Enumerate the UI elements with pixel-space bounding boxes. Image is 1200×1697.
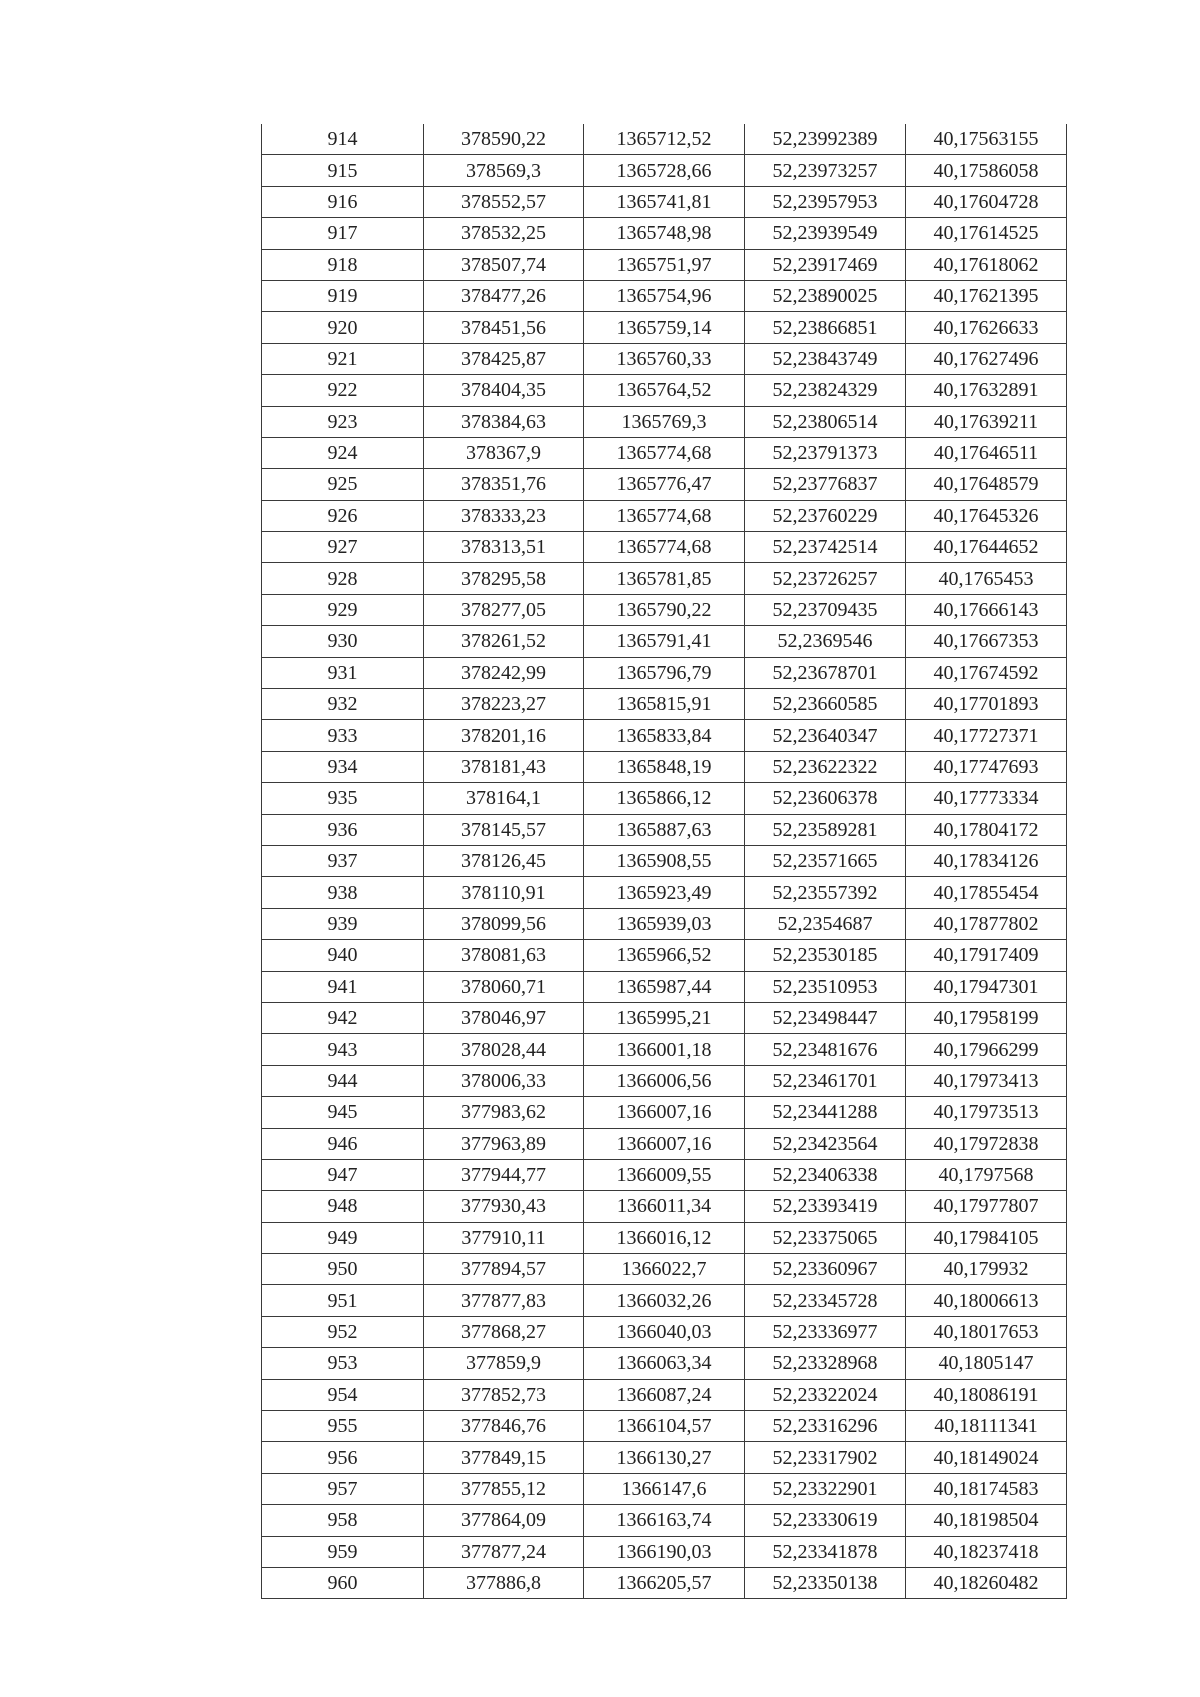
y-coordinate-cell: 1365995,21	[584, 1002, 745, 1033]
latitude-cell: 52,23461701	[745, 1065, 906, 1096]
point-number-cell: 950	[262, 1254, 424, 1285]
table-row	[262, 751, 1067, 782]
point-number-cell: 931	[262, 657, 424, 688]
y-coordinate-cell: 1365774,68	[584, 532, 745, 563]
y-coordinate-cell: 1366011,34	[584, 1191, 745, 1222]
y-coordinate-cell: 1366205,57	[584, 1567, 745, 1598]
table-row	[262, 657, 1067, 688]
table-row	[262, 940, 1067, 971]
point-number-cell: 938	[262, 877, 424, 908]
point-number-cell: 915	[262, 155, 424, 186]
table-row	[262, 1002, 1067, 1033]
latitude-cell: 52,23957953	[745, 186, 906, 217]
y-coordinate-cell: 1366147,6	[584, 1473, 745, 1504]
latitude-cell: 52,23824329	[745, 375, 906, 406]
latitude-cell: 52,23441288	[745, 1097, 906, 1128]
table-row	[262, 1191, 1067, 1222]
y-coordinate-cell: 1366163,74	[584, 1505, 745, 1536]
x-coordinate-cell: 377963,89	[424, 1128, 584, 1159]
latitude-cell: 52,23481676	[745, 1034, 906, 1065]
x-coordinate-cell: 378060,71	[424, 971, 584, 1002]
longitude-cell: 40,17618062	[906, 249, 1067, 280]
y-coordinate-cell: 1365833,84	[584, 720, 745, 751]
latitude-cell: 52,23939549	[745, 218, 906, 249]
y-coordinate-cell: 1365887,63	[584, 814, 745, 845]
latitude-cell: 52,23316296	[745, 1411, 906, 1442]
point-number-cell: 921	[262, 343, 424, 374]
x-coordinate-cell: 378552,57	[424, 186, 584, 217]
longitude-cell: 40,17727371	[906, 720, 1067, 751]
x-coordinate-cell: 377877,83	[424, 1285, 584, 1316]
table-row	[262, 720, 1067, 751]
longitude-cell: 40,17604728	[906, 186, 1067, 217]
y-coordinate-cell: 1366009,55	[584, 1159, 745, 1190]
y-coordinate-cell: 1365923,49	[584, 877, 745, 908]
latitude-cell: 52,23589281	[745, 814, 906, 845]
x-coordinate-cell: 377910,11	[424, 1222, 584, 1253]
y-coordinate-cell: 1365769,3	[584, 406, 745, 437]
longitude-cell: 40,17973513	[906, 1097, 1067, 1128]
point-number-cell: 952	[262, 1316, 424, 1347]
longitude-cell: 40,17973413	[906, 1065, 1067, 1096]
x-coordinate-cell: 378099,56	[424, 908, 584, 939]
table-row	[262, 1473, 1067, 1504]
longitude-cell: 40,17966299	[906, 1034, 1067, 1065]
table-row	[262, 312, 1067, 343]
y-coordinate-cell: 1366006,56	[584, 1065, 745, 1096]
point-number-cell: 925	[262, 469, 424, 500]
longitude-cell: 40,179932	[906, 1254, 1067, 1285]
x-coordinate-cell: 378277,05	[424, 594, 584, 625]
table-row	[262, 1536, 1067, 1567]
point-number-cell: 947	[262, 1159, 424, 1190]
latitude-cell: 52,23330619	[745, 1505, 906, 1536]
y-coordinate-cell: 1365848,19	[584, 751, 745, 782]
longitude-cell: 40,17877802	[906, 908, 1067, 939]
point-number-cell: 936	[262, 814, 424, 845]
x-coordinate-cell: 378367,9	[424, 437, 584, 468]
latitude-cell: 52,23406338	[745, 1159, 906, 1190]
table-row	[262, 280, 1067, 311]
table-row	[262, 469, 1067, 500]
y-coordinate-cell: 1366022,7	[584, 1254, 745, 1285]
table-row	[262, 186, 1067, 217]
x-coordinate-cell: 378126,45	[424, 845, 584, 876]
longitude-cell: 40,17834126	[906, 845, 1067, 876]
point-number-cell: 954	[262, 1379, 424, 1410]
point-number-cell: 932	[262, 689, 424, 720]
longitude-cell: 40,1805147	[906, 1348, 1067, 1379]
latitude-cell: 52,2369546	[745, 626, 906, 657]
table-row	[262, 124, 1067, 155]
latitude-cell: 52,23866851	[745, 312, 906, 343]
x-coordinate-cell: 378313,51	[424, 532, 584, 563]
latitude-cell: 52,23328968	[745, 1348, 906, 1379]
x-coordinate-cell: 378507,74	[424, 249, 584, 280]
longitude-cell: 40,17804172	[906, 814, 1067, 845]
point-number-cell: 940	[262, 940, 424, 971]
longitude-cell: 40,17644652	[906, 532, 1067, 563]
table-row	[262, 1159, 1067, 1190]
longitude-cell: 40,17666143	[906, 594, 1067, 625]
table-row	[262, 1379, 1067, 1410]
point-number-cell: 944	[262, 1065, 424, 1096]
x-coordinate-cell: 378451,56	[424, 312, 584, 343]
longitude-cell: 40,1797568	[906, 1159, 1067, 1190]
latitude-cell: 52,23678701	[745, 657, 906, 688]
point-number-cell: 933	[262, 720, 424, 751]
longitude-cell: 40,17947301	[906, 971, 1067, 1002]
latitude-cell: 52,23726257	[745, 563, 906, 594]
table-row	[262, 1442, 1067, 1473]
latitude-cell: 52,23510953	[745, 971, 906, 1002]
longitude-cell: 40,17586058	[906, 155, 1067, 186]
latitude-cell: 52,23375065	[745, 1222, 906, 1253]
y-coordinate-cell: 1366040,03	[584, 1316, 745, 1347]
x-coordinate-cell: 377849,15	[424, 1442, 584, 1473]
longitude-cell: 40,17626633	[906, 312, 1067, 343]
table-row	[262, 532, 1067, 563]
x-coordinate-cell: 378477,26	[424, 280, 584, 311]
latitude-cell: 52,2354687	[745, 908, 906, 939]
longitude-cell: 40,17984105	[906, 1222, 1067, 1253]
table-row	[262, 1254, 1067, 1285]
longitude-cell: 40,17645326	[906, 500, 1067, 531]
latitude-cell: 52,23843749	[745, 343, 906, 374]
latitude-cell: 52,23606378	[745, 783, 906, 814]
table-row	[262, 1222, 1067, 1253]
longitude-cell: 40,17614525	[906, 218, 1067, 249]
longitude-cell: 40,17667353	[906, 626, 1067, 657]
point-number-cell: 937	[262, 845, 424, 876]
x-coordinate-cell: 377864,09	[424, 1505, 584, 1536]
table-row	[262, 1348, 1067, 1379]
point-number-cell: 929	[262, 594, 424, 625]
table-row	[262, 971, 1067, 1002]
point-number-cell: 945	[262, 1097, 424, 1128]
table-row	[262, 1316, 1067, 1347]
y-coordinate-cell: 1365790,22	[584, 594, 745, 625]
longitude-cell: 40,18006613	[906, 1285, 1067, 1316]
y-coordinate-cell: 1365815,91	[584, 689, 745, 720]
longitude-cell: 40,17674592	[906, 657, 1067, 688]
longitude-cell: 40,17747693	[906, 751, 1067, 782]
table-row	[262, 594, 1067, 625]
latitude-cell: 52,23317902	[745, 1442, 906, 1473]
table-row	[262, 1034, 1067, 1065]
y-coordinate-cell: 1365796,79	[584, 657, 745, 688]
x-coordinate-cell: 377852,73	[424, 1379, 584, 1410]
y-coordinate-cell: 1366130,27	[584, 1442, 745, 1473]
latitude-cell: 52,23322901	[745, 1473, 906, 1504]
longitude-cell: 40,18017653	[906, 1316, 1067, 1347]
longitude-cell: 40,18149024	[906, 1442, 1067, 1473]
coordinates-table-body	[262, 124, 1067, 1599]
point-number-cell: 928	[262, 563, 424, 594]
latitude-cell: 52,23622322	[745, 751, 906, 782]
longitude-cell: 40,17632891	[906, 375, 1067, 406]
table-row	[262, 155, 1067, 186]
y-coordinate-cell: 1365987,44	[584, 971, 745, 1002]
longitude-cell: 40,17621395	[906, 280, 1067, 311]
x-coordinate-cell: 377855,12	[424, 1473, 584, 1504]
point-number-cell: 960	[262, 1567, 424, 1598]
y-coordinate-cell: 1366190,03	[584, 1536, 745, 1567]
latitude-cell: 52,23350138	[745, 1567, 906, 1598]
table-row	[262, 1097, 1067, 1128]
y-coordinate-cell: 1365791,41	[584, 626, 745, 657]
x-coordinate-cell: 378569,3	[424, 155, 584, 186]
point-number-cell: 953	[262, 1348, 424, 1379]
latitude-cell: 52,23393419	[745, 1191, 906, 1222]
point-number-cell: 922	[262, 375, 424, 406]
y-coordinate-cell: 1366016,12	[584, 1222, 745, 1253]
y-coordinate-cell: 1366104,57	[584, 1411, 745, 1442]
point-number-cell: 943	[262, 1034, 424, 1065]
latitude-cell: 52,23571665	[745, 845, 906, 876]
point-number-cell: 923	[262, 406, 424, 437]
x-coordinate-cell: 377886,8	[424, 1567, 584, 1598]
table-row	[262, 626, 1067, 657]
table-row	[262, 218, 1067, 249]
latitude-cell: 52,23345728	[745, 1285, 906, 1316]
x-coordinate-cell: 378110,91	[424, 877, 584, 908]
table-row	[262, 343, 1067, 374]
point-number-cell: 951	[262, 1285, 424, 1316]
longitude-cell: 40,17972838	[906, 1128, 1067, 1159]
longitude-cell: 40,17627496	[906, 343, 1067, 374]
latitude-cell: 52,23791373	[745, 437, 906, 468]
x-coordinate-cell: 378201,16	[424, 720, 584, 751]
latitude-cell: 52,23341878	[745, 1536, 906, 1567]
point-number-cell: 941	[262, 971, 424, 1002]
y-coordinate-cell: 1365748,98	[584, 218, 745, 249]
x-coordinate-cell: 377944,77	[424, 1159, 584, 1190]
point-number-cell: 956	[262, 1442, 424, 1473]
latitude-cell: 52,23709435	[745, 594, 906, 625]
point-number-cell: 949	[262, 1222, 424, 1253]
x-coordinate-cell: 377894,57	[424, 1254, 584, 1285]
table-row	[262, 249, 1067, 280]
table-row	[262, 1128, 1067, 1159]
table-row	[262, 689, 1067, 720]
point-number-cell: 957	[262, 1473, 424, 1504]
latitude-cell: 52,23760229	[745, 500, 906, 531]
point-number-cell: 918	[262, 249, 424, 280]
table-row	[262, 500, 1067, 531]
latitude-cell: 52,23360967	[745, 1254, 906, 1285]
longitude-cell: 40,17917409	[906, 940, 1067, 971]
x-coordinate-cell: 378295,58	[424, 563, 584, 594]
longitude-cell: 40,17773334	[906, 783, 1067, 814]
table-row	[262, 563, 1067, 594]
latitude-cell: 52,23992389	[745, 124, 906, 155]
y-coordinate-cell: 1365741,81	[584, 186, 745, 217]
longitude-cell: 40,18260482	[906, 1567, 1067, 1598]
longitude-cell: 40,18174583	[906, 1473, 1067, 1504]
longitude-cell: 40,18111341	[906, 1411, 1067, 1442]
point-number-cell: 955	[262, 1411, 424, 1442]
y-coordinate-cell: 1365776,47	[584, 469, 745, 500]
point-number-cell: 919	[262, 280, 424, 311]
table-row	[262, 1411, 1067, 1442]
x-coordinate-cell: 377859,9	[424, 1348, 584, 1379]
longitude-cell: 40,17563155	[906, 124, 1067, 155]
y-coordinate-cell: 1365728,66	[584, 155, 745, 186]
y-coordinate-cell: 1365764,52	[584, 375, 745, 406]
y-coordinate-cell: 1365759,14	[584, 312, 745, 343]
table-row	[262, 437, 1067, 468]
table-row	[262, 1285, 1067, 1316]
y-coordinate-cell: 1365966,52	[584, 940, 745, 971]
x-coordinate-cell: 378006,33	[424, 1065, 584, 1096]
latitude-cell: 52,23890025	[745, 280, 906, 311]
longitude-cell: 40,18198504	[906, 1505, 1067, 1536]
x-coordinate-cell: 378425,87	[424, 343, 584, 374]
x-coordinate-cell: 378384,63	[424, 406, 584, 437]
latitude-cell: 52,23917469	[745, 249, 906, 280]
point-number-cell: 948	[262, 1191, 424, 1222]
longitude-cell: 40,17958199	[906, 1002, 1067, 1033]
table-row	[262, 1065, 1067, 1096]
x-coordinate-cell: 378590,22	[424, 124, 584, 155]
x-coordinate-cell: 378145,57	[424, 814, 584, 845]
table-row	[262, 375, 1067, 406]
latitude-cell: 52,23322024	[745, 1379, 906, 1410]
point-number-cell: 927	[262, 532, 424, 563]
point-number-cell: 958	[262, 1505, 424, 1536]
latitude-cell: 52,23742514	[745, 532, 906, 563]
point-number-cell: 914	[262, 124, 424, 155]
y-coordinate-cell: 1365781,85	[584, 563, 745, 594]
point-number-cell: 917	[262, 218, 424, 249]
latitude-cell: 52,23498447	[745, 1002, 906, 1033]
y-coordinate-cell: 1365939,03	[584, 908, 745, 939]
longitude-cell: 40,17639211	[906, 406, 1067, 437]
point-number-cell: 939	[262, 908, 424, 939]
y-coordinate-cell: 1366007,16	[584, 1097, 745, 1128]
point-number-cell: 916	[262, 186, 424, 217]
table-row	[262, 406, 1067, 437]
y-coordinate-cell: 1365760,33	[584, 343, 745, 374]
point-number-cell: 924	[262, 437, 424, 468]
longitude-cell: 40,17855454	[906, 877, 1067, 908]
longitude-cell: 40,18086191	[906, 1379, 1067, 1410]
table-row	[262, 877, 1067, 908]
y-coordinate-cell: 1365754,96	[584, 280, 745, 311]
x-coordinate-cell: 378532,25	[424, 218, 584, 249]
x-coordinate-cell: 378223,27	[424, 689, 584, 720]
table-row	[262, 845, 1067, 876]
x-coordinate-cell: 377868,27	[424, 1316, 584, 1347]
x-coordinate-cell: 378181,43	[424, 751, 584, 782]
latitude-cell: 52,23530185	[745, 940, 906, 971]
x-coordinate-cell: 378081,63	[424, 940, 584, 971]
coordinates-table	[261, 124, 1067, 1599]
y-coordinate-cell: 1366063,34	[584, 1348, 745, 1379]
latitude-cell: 52,23557392	[745, 877, 906, 908]
longitude-cell: 40,18237418	[906, 1536, 1067, 1567]
point-number-cell: 934	[262, 751, 424, 782]
point-number-cell: 935	[262, 783, 424, 814]
point-number-cell: 942	[262, 1002, 424, 1033]
y-coordinate-cell: 1365774,68	[584, 500, 745, 531]
x-coordinate-cell: 378351,76	[424, 469, 584, 500]
x-coordinate-cell: 378028,44	[424, 1034, 584, 1065]
point-number-cell: 959	[262, 1536, 424, 1567]
latitude-cell: 52,23640347	[745, 720, 906, 751]
point-number-cell: 926	[262, 500, 424, 531]
x-coordinate-cell: 378164,1	[424, 783, 584, 814]
table-row	[262, 1505, 1067, 1536]
longitude-cell: 40,1765453	[906, 563, 1067, 594]
y-coordinate-cell: 1365908,55	[584, 845, 745, 876]
y-coordinate-cell: 1366032,26	[584, 1285, 745, 1316]
x-coordinate-cell: 378242,99	[424, 657, 584, 688]
latitude-cell: 52,23973257	[745, 155, 906, 186]
table-row	[262, 814, 1067, 845]
x-coordinate-cell: 377846,76	[424, 1411, 584, 1442]
latitude-cell: 52,23660585	[745, 689, 906, 720]
x-coordinate-cell: 377930,43	[424, 1191, 584, 1222]
y-coordinate-cell: 1366001,18	[584, 1034, 745, 1065]
longitude-cell: 40,17648579	[906, 469, 1067, 500]
y-coordinate-cell: 1365712,52	[584, 124, 745, 155]
x-coordinate-cell: 378333,23	[424, 500, 584, 531]
table-row	[262, 908, 1067, 939]
latitude-cell: 52,23336977	[745, 1316, 906, 1347]
x-coordinate-cell: 378046,97	[424, 1002, 584, 1033]
latitude-cell: 52,23776837	[745, 469, 906, 500]
longitude-cell: 40,17701893	[906, 689, 1067, 720]
y-coordinate-cell: 1365751,97	[584, 249, 745, 280]
table-row	[262, 1567, 1067, 1598]
point-number-cell: 946	[262, 1128, 424, 1159]
y-coordinate-cell: 1365774,68	[584, 437, 745, 468]
x-coordinate-cell: 378261,52	[424, 626, 584, 657]
y-coordinate-cell: 1366087,24	[584, 1379, 745, 1410]
point-number-cell: 920	[262, 312, 424, 343]
latitude-cell: 52,23423564	[745, 1128, 906, 1159]
x-coordinate-cell: 378404,35	[424, 375, 584, 406]
point-number-cell: 930	[262, 626, 424, 657]
x-coordinate-cell: 377877,24	[424, 1536, 584, 1567]
y-coordinate-cell: 1366007,16	[584, 1128, 745, 1159]
longitude-cell: 40,17977807	[906, 1191, 1067, 1222]
longitude-cell: 40,17646511	[906, 437, 1067, 468]
x-coordinate-cell: 377983,62	[424, 1097, 584, 1128]
latitude-cell: 52,23806514	[745, 406, 906, 437]
table-row	[262, 783, 1067, 814]
y-coordinate-cell: 1365866,12	[584, 783, 745, 814]
